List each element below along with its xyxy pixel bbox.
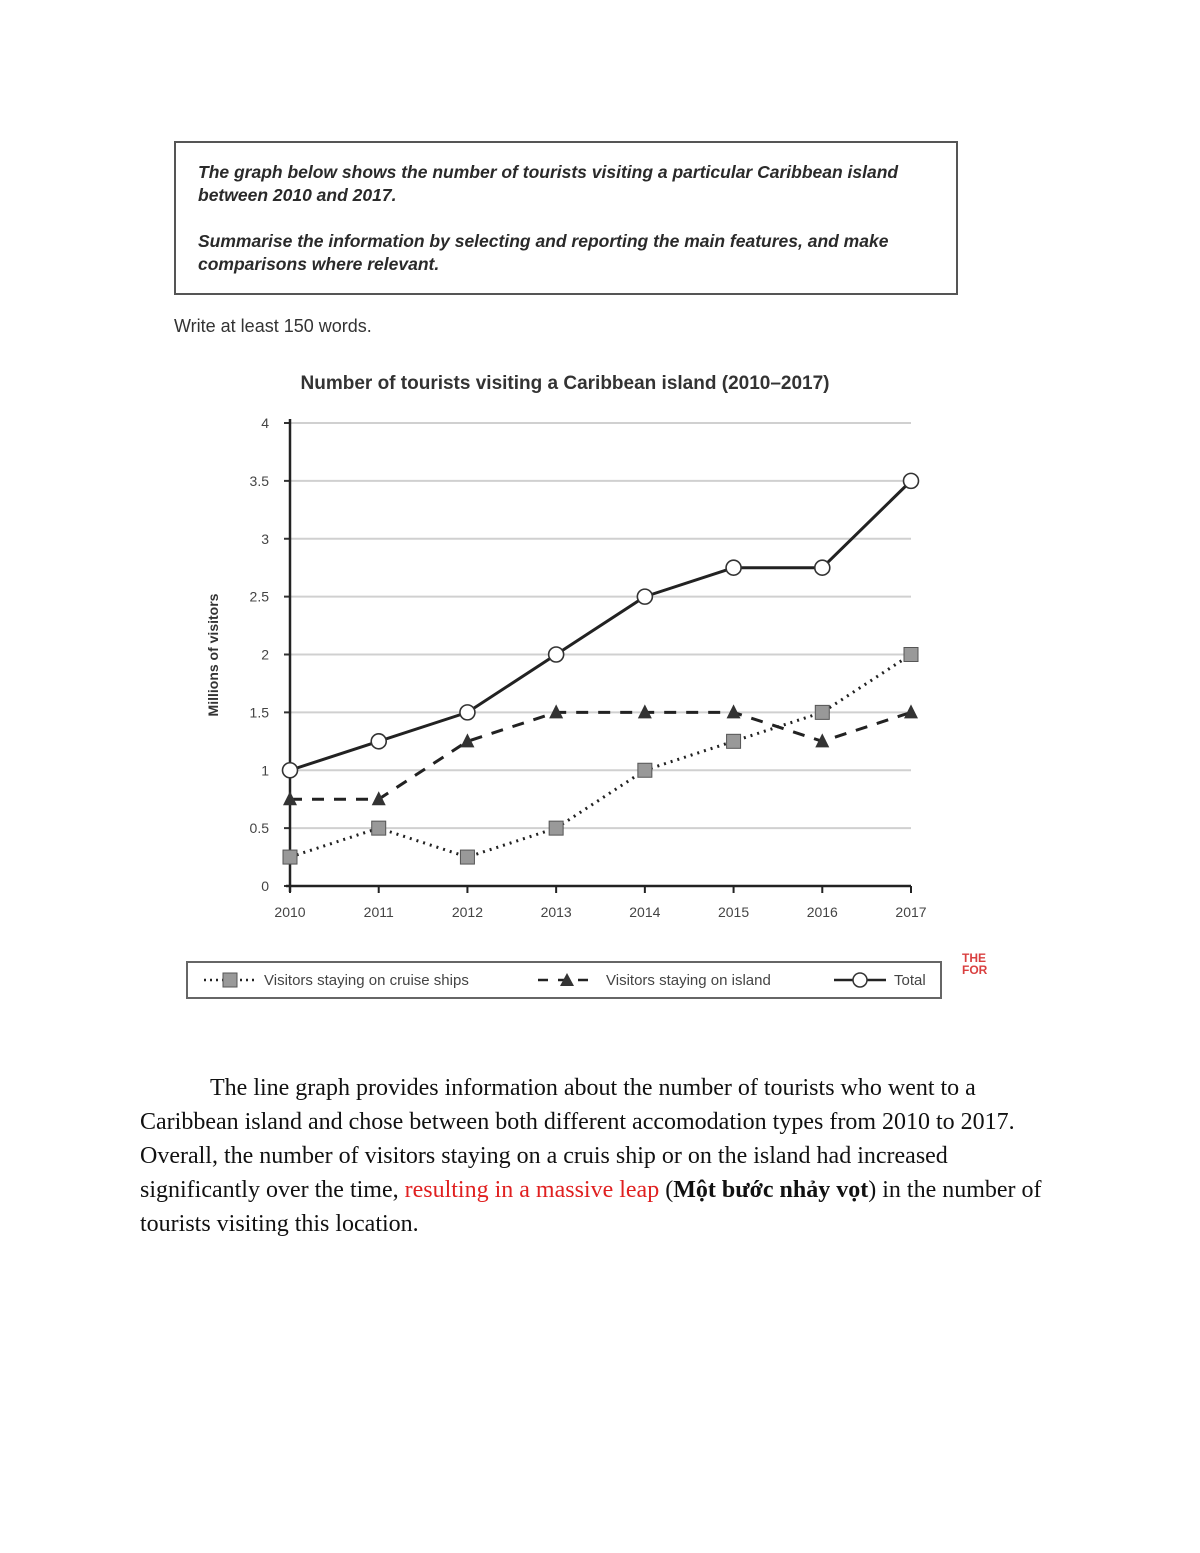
x-tick-label: 2011 bbox=[363, 904, 394, 920]
data-point-circle bbox=[460, 705, 475, 720]
y-tick-label: 4 bbox=[261, 415, 269, 431]
y-tick-label: 1 bbox=[261, 762, 269, 779]
y-tick-label: 2.5 bbox=[249, 588, 269, 605]
x-tick-label: 2016 bbox=[806, 904, 838, 920]
word-count-instruction: Write at least 150 words. bbox=[174, 316, 372, 336]
legend-item-island bbox=[534, 963, 771, 997]
y-tick-label: 2 bbox=[261, 646, 269, 663]
y-axis-title: Millions of visitors bbox=[205, 593, 221, 717]
data-point-square bbox=[460, 850, 474, 864]
essay-text-part3: ) in the number of tourists visiting this location. bbox=[140, 1177, 1042, 1237]
y-tick-label: 1.5 bbox=[249, 704, 269, 721]
data-point-triangle bbox=[372, 791, 386, 805]
chart-series bbox=[283, 473, 919, 864]
essay-text-part1: The line graph provides information about the number of tourists who went to a Caribbean island and chose between both different accomodation types from 2010 to 2017. Overall, the number of visitors staying on a cruis ship or on the island had increased significantly over the time, bbox=[140, 1075, 1015, 1203]
legend-label-cruise: Visitors staying on cruise ships bbox=[264, 971, 469, 989]
source-logo: THE FOR bbox=[962, 951, 988, 977]
task-description: The graph below shows the number of tourists visiting a particular Caribbean island between 2010 and 2017. bbox=[198, 162, 899, 205]
y-tick-label: 0 bbox=[261, 878, 269, 894]
data-point-circle bbox=[283, 763, 298, 778]
chart-axes bbox=[250, 415, 927, 920]
data-point-circle bbox=[637, 589, 652, 604]
series-square bbox=[283, 648, 918, 865]
series-line bbox=[290, 481, 911, 770]
data-point-square bbox=[372, 821, 386, 835]
data-point-square bbox=[638, 763, 652, 777]
data-point-square bbox=[549, 821, 563, 835]
x-tick-label: 2012 bbox=[451, 904, 484, 920]
legend-label-total: Total bbox=[894, 971, 926, 989]
x-tick-label: 2010 bbox=[274, 904, 306, 920]
legend-item-total bbox=[832, 963, 926, 997]
data-point-circle bbox=[549, 647, 564, 662]
data-point-square bbox=[727, 734, 741, 748]
legend-item-cruise bbox=[202, 963, 469, 997]
series-circle bbox=[283, 473, 919, 777]
data-point-circle bbox=[726, 560, 741, 575]
data-point-circle bbox=[815, 560, 830, 575]
legend-label-island: Visitors staying on island bbox=[606, 971, 771, 989]
x-tick-label: 2013 bbox=[540, 904, 572, 920]
chart-legend bbox=[186, 961, 942, 999]
y-tick-label: 0.5 bbox=[249, 820, 269, 837]
data-point-circle bbox=[904, 473, 919, 488]
data-point-circle bbox=[371, 734, 386, 749]
legend-circle-marker-icon bbox=[832, 972, 888, 988]
data-point-square bbox=[815, 705, 829, 719]
legend-triangle-marker-icon bbox=[534, 972, 600, 988]
series-line bbox=[290, 712, 911, 799]
essay-body bbox=[140, 1071, 1050, 1241]
task-instruction: Summarise the information by selecting and reporting the main features, and make comparisons where relevant. bbox=[198, 231, 889, 274]
essay-translation-bold: Một bước nhảy vọt bbox=[673, 1177, 869, 1203]
y-tick-label: 3.5 bbox=[249, 472, 269, 489]
data-point-square bbox=[904, 648, 918, 662]
chart-title: Number of tourists visiting a Caribbean island (2010–2017) bbox=[300, 373, 830, 394]
essay-highlight-phrase: resulting in a massive leap bbox=[404, 1177, 660, 1203]
essay-paragraph bbox=[140, 1071, 1050, 1241]
x-tick-label: 2014 bbox=[629, 904, 661, 920]
legend-square-marker-icon bbox=[202, 972, 258, 988]
essay-text-part2: ( bbox=[659, 1177, 674, 1203]
data-point-square bbox=[283, 850, 297, 864]
x-tick-label: 2015 bbox=[717, 904, 750, 920]
y-tick-label: 3 bbox=[261, 530, 269, 547]
x-tick-label: 2017 bbox=[895, 904, 927, 920]
